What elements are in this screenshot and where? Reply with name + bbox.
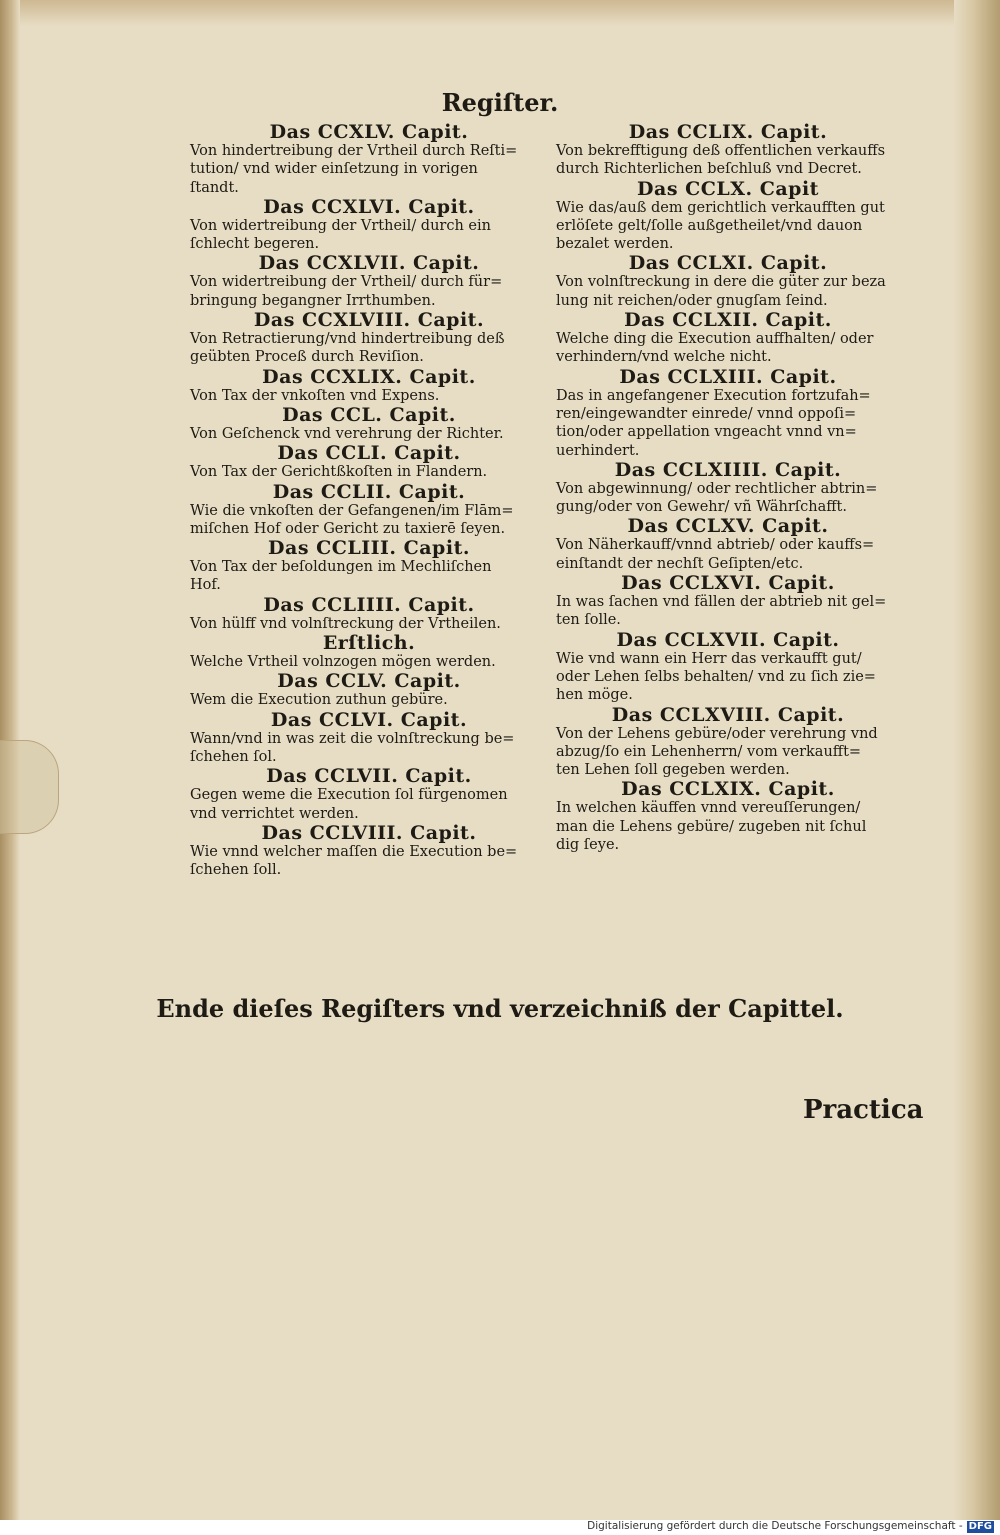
register-entry bbox=[556, 310, 900, 367]
register-entry bbox=[556, 630, 900, 705]
chapter-summary bbox=[556, 799, 900, 854]
summary-line: In was ſachen vnd fällen der abtrieb nit gel= bbox=[556, 594, 887, 611]
summary-line: oder Lehen ſelbs behalten/ vnd zu ſich zie= bbox=[556, 668, 876, 685]
chapter-heading: Das CCLXIII. Capit. bbox=[619, 365, 837, 388]
chapter-heading: Das CCLXVI. Capit. bbox=[621, 572, 835, 595]
summary-line: Von Tax der Gerichtßkoſten in Flandern. bbox=[190, 464, 488, 481]
summary-line: Von widertreibung der Vrtheil/ durch ein bbox=[190, 217, 491, 234]
summary-line: Von Tax der vnkoſten vnd Expens. bbox=[190, 387, 440, 404]
summary-line: Von der Lehens gebüre/oder verehrung vnd bbox=[556, 725, 878, 742]
register-entry bbox=[556, 516, 900, 573]
chapter-summary bbox=[190, 502, 548, 539]
summary-line: Von Näherkauff/vnnd abtrieb/ oder kauffs= bbox=[556, 537, 875, 554]
chapter-heading: Das CCLIX. Capit. bbox=[628, 121, 828, 143]
chapter-heading: Das CCLIIII. Capit. bbox=[263, 593, 475, 616]
chapter-summary bbox=[556, 593, 900, 630]
register-entry bbox=[556, 179, 900, 254]
summary-line: Von hindertreibung der Vrtheil durch Reſti= bbox=[190, 143, 518, 159]
chapter-heading: Das CCLXVIII. Capit. bbox=[611, 703, 845, 726]
summary-line: Wie vnd wann ein Herr das verkaufft gut/ bbox=[556, 650, 862, 667]
chapter-heading: Das CCLVII. Capit. bbox=[266, 765, 472, 788]
summary-line: Von bekrefftigung deß offentlichen verkauffs bbox=[556, 143, 886, 159]
chapter-heading: Das CCXLVIII. Capit. bbox=[253, 309, 485, 332]
chapter-heading: Das CCXLVII. Capit. bbox=[258, 252, 480, 275]
chapter-summary bbox=[190, 730, 548, 767]
register-entry bbox=[190, 671, 548, 709]
credit-text: Digitalisierung gefördert durch die Deutsche Forschungsgemeinschaft - bbox=[587, 1520, 963, 1532]
summary-line: Gegen weme die Execution ſol fürgenomen bbox=[190, 787, 508, 804]
chapter-summary bbox=[190, 653, 548, 671]
summary-line: Welche Vrtheil volnzogen mögen werden. bbox=[190, 654, 496, 671]
page-edge-top bbox=[0, 0, 1000, 26]
summary-line: Von abgewinnung/ oder rechtlicher abtrin= bbox=[556, 480, 878, 497]
summary-line: einſtandt der nechſt Geſipten/etc. bbox=[556, 555, 804, 572]
register-entry bbox=[556, 573, 900, 630]
summary-line: ſtandt. bbox=[190, 179, 239, 196]
summary-line: ren/eingewandter einrede/ vnnd oppoſi= bbox=[556, 405, 857, 422]
summary-line: ſchehen ſoll. bbox=[190, 862, 282, 879]
chapter-heading: Das CCLXI. Capit. bbox=[628, 252, 828, 275]
chapter-summary bbox=[190, 558, 548, 595]
chapter-heading: Das CCLI. Capit. bbox=[277, 442, 461, 465]
register-entry bbox=[190, 310, 548, 367]
summary-line: man die Lehens gebüre/ zugeben nit ſchul bbox=[556, 818, 867, 835]
chapter-summary bbox=[190, 615, 548, 633]
summary-line: Von widertreibung der Vrtheil/ durch für= bbox=[190, 274, 503, 291]
chapter-heading: Das CCLXIX. Capit. bbox=[621, 778, 835, 801]
register-entry bbox=[556, 460, 900, 517]
summary-line: uerhindert. bbox=[556, 442, 640, 459]
summary-line: hen möge. bbox=[556, 687, 633, 704]
summary-line: ſchlecht begeren. bbox=[190, 236, 320, 253]
register-entry bbox=[190, 253, 548, 310]
summary-line: Welche ding die Execution auffhalten/ oder bbox=[556, 331, 874, 348]
register-entry bbox=[190, 538, 548, 595]
chapter-summary bbox=[190, 843, 548, 880]
summary-line: Von Tax der beſoldungen im Mechliſchen bbox=[190, 559, 492, 576]
register-entry bbox=[190, 633, 548, 671]
register-entry bbox=[190, 405, 548, 443]
summary-line: tion/oder appellation vngeacht vnnd vn= bbox=[556, 424, 857, 441]
summary-line: durch Richterlichen beſchluß vnd Decret. bbox=[556, 161, 862, 178]
chapter-summary bbox=[556, 536, 900, 573]
page-header: Regiſter. bbox=[441, 88, 559, 117]
catchword: Practica bbox=[803, 1095, 924, 1125]
register-entry bbox=[556, 705, 900, 780]
chapter-heading: Das CCLV. Capit. bbox=[277, 670, 461, 693]
summary-line: ten ſolle. bbox=[556, 612, 621, 629]
summary-line: geübten Proceß durch Reviſion. bbox=[190, 349, 424, 366]
register-entry bbox=[190, 443, 548, 481]
summary-line: gung/oder von Gewehr/ vñ Währſchafft. bbox=[556, 499, 847, 516]
summary-line: Wann/vnd in was zeit die volnſtreckung be= bbox=[190, 730, 515, 747]
summary-line: verhindern/vnd welche nicht. bbox=[556, 349, 772, 366]
chapter-summary bbox=[190, 786, 548, 823]
register-entry bbox=[190, 367, 548, 405]
chapter-summary bbox=[556, 330, 900, 367]
chapter-heading: Das CCLIII. Capit. bbox=[268, 537, 470, 560]
chapter-summary bbox=[190, 691, 548, 709]
summary-line: Wie das/auß dem gerichtlich verkaufften gut bbox=[556, 199, 885, 216]
chapter-heading: Das CCLXIIII. Capit. bbox=[614, 458, 842, 481]
right-column bbox=[556, 122, 900, 854]
register-entry bbox=[556, 367, 900, 460]
summary-line: Von Retractierung/vnd hindertreibung deß bbox=[190, 331, 505, 348]
chapter-summary bbox=[190, 273, 548, 310]
register-entry bbox=[190, 482, 548, 539]
chapter-heading: Erſtlich. bbox=[322, 632, 416, 655]
chapter-heading: Das CCXLVI. Capit. bbox=[263, 195, 475, 218]
summary-line: bringung begangner Irrthumben. bbox=[190, 292, 436, 309]
chapter-summary bbox=[556, 650, 900, 705]
summary-line: Wie die vnkoſten der Gefangenen/im Flām= bbox=[190, 502, 514, 519]
summary-line: Wie vnnd welcher maſſen die Execution be= bbox=[190, 843, 518, 860]
summary-line: Hof. bbox=[190, 577, 221, 594]
chapter-summary bbox=[190, 217, 548, 254]
summary-line: ten Lehen ſoll gegeben werden. bbox=[556, 762, 790, 779]
summary-line: vnd verrichtet werden. bbox=[190, 805, 359, 822]
summary-line: Von hülff vnd volnſtreckung der Vrtheilen. bbox=[190, 615, 501, 632]
chapter-heading: Das CCLVIII. Capit. bbox=[261, 821, 477, 844]
register-entry bbox=[556, 779, 900, 854]
summary-line: ſchehen ſol. bbox=[190, 748, 277, 765]
summary-line: erlöſete gelt/ſolle außgetheilet/vnd dauon bbox=[556, 217, 863, 234]
chapter-heading: Das CCLXVII. Capit. bbox=[616, 628, 840, 651]
register-entry bbox=[190, 122, 548, 197]
chapter-heading: Das CCLXV. Capit. bbox=[627, 515, 829, 538]
summary-line: Das in angefangener Execution fortzufah= bbox=[556, 387, 871, 404]
digitization-credit bbox=[0, 1520, 1000, 1535]
chapter-summary bbox=[556, 142, 900, 179]
chapter-heading: Das CCL. Capit. bbox=[282, 403, 456, 426]
chapter-heading: Das CCXLV. Capit. bbox=[269, 121, 469, 143]
summary-line: abzug/ſo ein Lehenherrn/ vom verkaufft= bbox=[556, 743, 862, 760]
page-edge-right bbox=[954, 0, 1000, 1520]
chapter-heading: Das CCLVI. Capit. bbox=[270, 708, 468, 731]
chapter-summary bbox=[556, 199, 900, 254]
summary-line: bezalet werden. bbox=[556, 236, 674, 253]
register-entry bbox=[190, 823, 548, 880]
paper-tab-mark bbox=[0, 740, 59, 834]
register-entry bbox=[556, 253, 900, 310]
chapter-summary bbox=[556, 273, 900, 310]
chapter-heading: Das CCLX. Capit bbox=[637, 177, 819, 200]
summary-line: dig ſeye. bbox=[556, 837, 620, 854]
summary-line: Wem die Execution zuthun gebüre. bbox=[190, 692, 448, 709]
chapter-heading: Das CCXLIX. Capit. bbox=[262, 365, 476, 388]
summary-line: In welchen käuffen vnnd vereuſſerungen/ bbox=[556, 800, 861, 817]
chapter-heading: Das CCLII. Capit. bbox=[272, 480, 466, 503]
chapter-summary bbox=[190, 463, 548, 481]
register-entry bbox=[556, 122, 900, 179]
register-entry bbox=[190, 595, 548, 633]
chapter-summary bbox=[556, 480, 900, 517]
summary-line: Von volnſtreckung in dere die güter zur beza bbox=[556, 274, 886, 291]
chapter-summary bbox=[556, 725, 900, 780]
summary-line: lung nit reichen/oder gnugſam ſeind. bbox=[556, 292, 828, 309]
register-entry bbox=[190, 197, 548, 254]
register-entry bbox=[190, 766, 548, 823]
chapter-summary bbox=[190, 425, 548, 443]
chapter-summary bbox=[190, 387, 548, 405]
summary-line: Von Geſchenck vnd verehrung der Richter. bbox=[190, 425, 504, 442]
chapter-heading: Das CCLXII. Capit. bbox=[624, 309, 832, 332]
register-entry bbox=[190, 710, 548, 767]
chapter-summary bbox=[190, 142, 548, 197]
summary-line: miſchen Hof oder Gericht zu taxierē ſeyen. bbox=[190, 520, 506, 537]
chapter-summary bbox=[556, 387, 900, 460]
chapter-summary bbox=[190, 330, 548, 367]
summary-line: tution/ vnd wider einſetzung in vorigen bbox=[190, 161, 478, 178]
register-end-line: Ende dieſes Regiſters vnd verzeichniß der Capittel. bbox=[156, 994, 844, 1023]
dfg-logo: DFG bbox=[968, 1521, 992, 1532]
left-column bbox=[190, 122, 548, 879]
